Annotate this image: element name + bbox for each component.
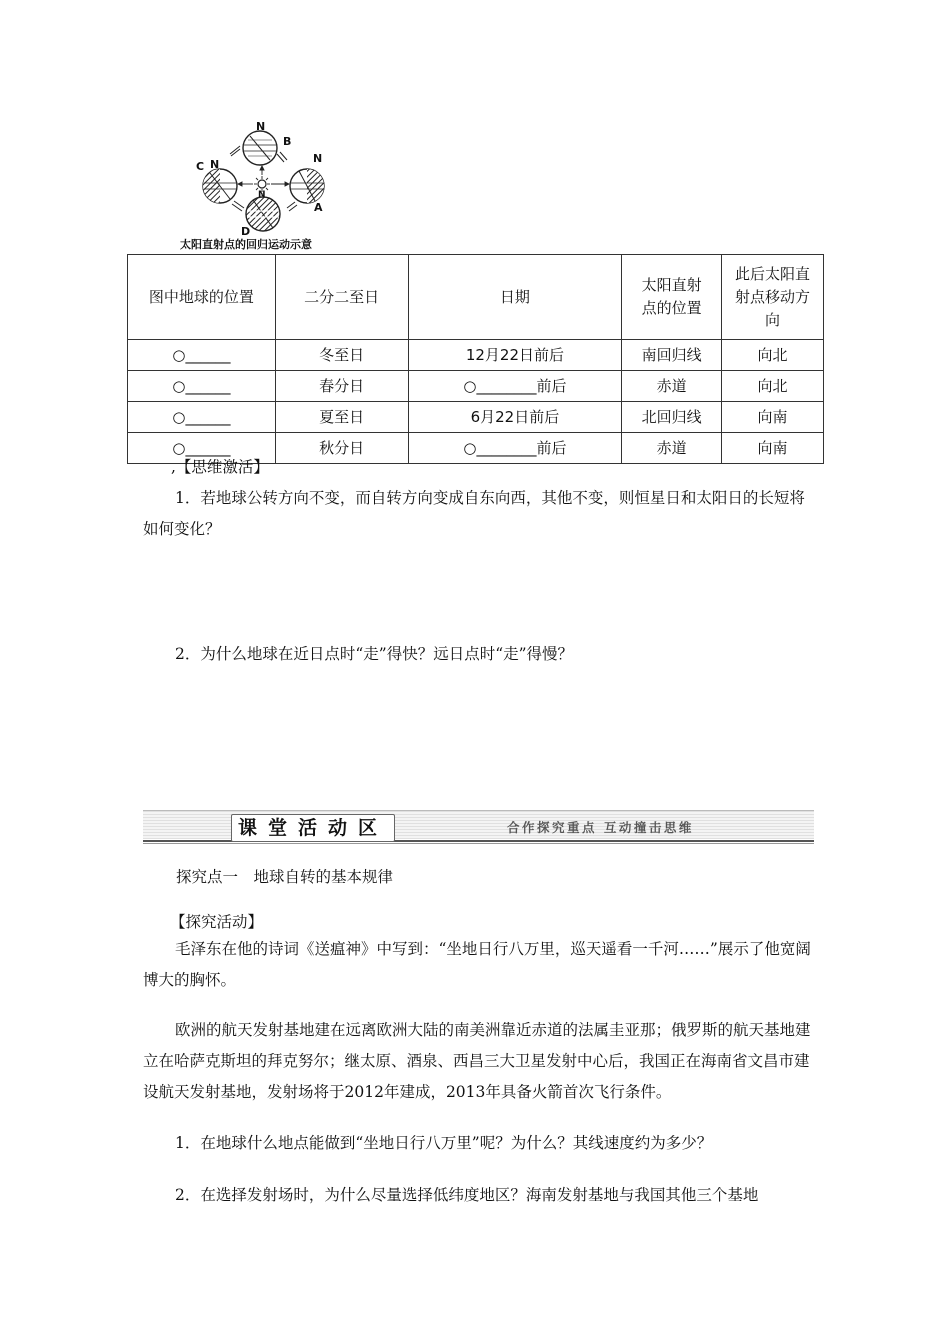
table-header: 图中地球的位置 [128,255,276,340]
label-n-a: N [313,152,323,165]
table-cell: 12月22日前后 [408,340,622,371]
table-cell[interactable]: ○______ [128,402,276,433]
thinking-heading: ,【思维激活】 [171,458,269,476]
table-cell: 赤道 [622,371,722,402]
table-cell: 向南 [722,402,824,433]
thinking-question-2: 2．为什么地球在近日点时“走”得快？远日点时“走”得慢？ [175,645,574,663]
table-header: 此后太阳直射点移动方向 [722,255,824,340]
thinking-question-1: 1．若地球公转方向不变，而自转方向变成自东向西，其他不变，则恒星日和太阳日的长短将如何变化？ [143,489,805,538]
table-cell: 向南 [722,433,824,464]
section-banner [143,808,814,844]
diagram-caption: 太阳直射点的回归运动示意 [180,238,312,251]
label-b: B [283,135,292,148]
explore-paragraph-1: 毛泽东在他的诗词《送瘟神》中写到：“坐地日行八万里，巡天遥看一千河……”展示了他宽阔博大的胸怀。 [143,940,811,989]
table-cell: 赤道 [622,433,722,464]
earth-d [246,197,280,231]
explore-question-1: 1．在地球什么地点能做到“坐地日行八万里”呢？为什么？其线速度约为多少？ [175,1134,713,1152]
table-cell: 夏至日 [275,402,408,433]
banner-title: 课堂活动区 [231,814,395,842]
banner-rule [143,843,814,844]
explore-paragraph-2: 欧洲的航天发射基地建在远离欧洲大陆的南美洲靠近赤道的法属圭亚那；俄罗斯的航天基地建立在哈萨克斯坦的拜克努尔；继太原、酒泉、西昌三大卫星发射中心后，我国正在海南省文昌市建设航天发射基地，发射场将于2012年建成，2013年具备火箭首次飞行条件。 [143,1021,811,1101]
label-n-c: N [210,158,220,171]
table-cell: 向北 [722,340,824,371]
explore-point-title: 探究点一 地球自转的基本规律 [176,868,394,886]
earth-c [203,169,237,203]
revolution-diagram [190,118,340,236]
table-row [128,371,824,402]
earth-b [243,131,277,165]
table-header: 太阳直射点的位置 [622,255,722,340]
label-n-sun: N [258,190,266,200]
table-header-row [128,255,824,340]
label-c: C [196,160,205,173]
table-cell[interactable]: ○______ [128,433,276,464]
table-row [128,340,824,371]
table-cell: 春分日 [275,371,408,402]
banner-slogan: 合作探究重点 互动撞击思维 [507,820,694,835]
earth-a [290,169,324,203]
table-cell[interactable]: ○______ [128,371,276,402]
table-cell: 北回归线 [622,402,722,433]
table-header: 日期 [408,255,622,340]
table-cell: 6月22日前后 [408,402,622,433]
table-cell: 秋分日 [275,433,408,464]
table-cell: 向北 [722,371,824,402]
label-d: D [241,225,251,236]
table-cell: 冬至日 [275,340,408,371]
solstice-table [127,254,824,464]
explore-activity-heading: 【探究活动】 [170,913,264,931]
table-cell[interactable]: ○________前后 [408,433,622,464]
explore-question-2: 2．在选择发射场时，为什么尽量选择低纬度地区？海南发射基地与我国其他三个基地 [175,1186,759,1204]
table-header: 二分二至日 [275,255,408,340]
table-row [128,402,824,433]
table-cell[interactable]: ○______ [128,340,276,371]
label-a: A [314,201,323,214]
label-n-b: N [256,120,266,133]
table-cell: 南回归线 [622,340,722,371]
table-cell[interactable]: ○________前后 [408,371,622,402]
